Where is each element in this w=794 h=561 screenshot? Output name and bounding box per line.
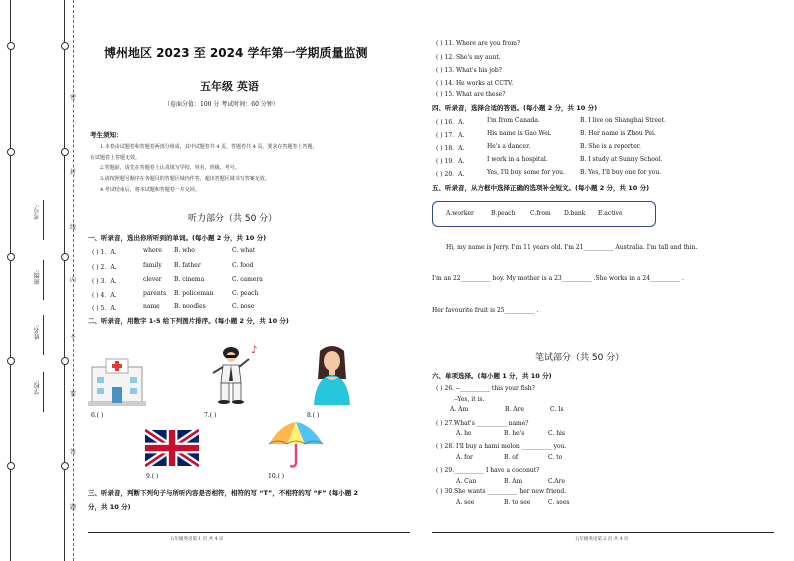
seal-char: 答 xyxy=(69,449,76,456)
picture-label-6[interactable]: 6.( ) xyxy=(91,412,104,419)
binding-hole xyxy=(7,462,15,470)
notice-item: 4.考试结束后，将本试题和答题卷一并交回。 xyxy=(100,187,200,193)
writing-heading: 笔试部分（共 50 分） xyxy=(535,353,625,363)
mc-options-30[interactable]: A. see B. to see C. sees xyxy=(456,499,570,506)
binding-hole xyxy=(7,42,15,50)
picture-label-10[interactable]: 10.( ) xyxy=(268,473,285,480)
answer-item-17[interactable]: ( ) 17．A. His name is Gao Wei. B. Her name is Zhou Pei. xyxy=(436,130,656,139)
seal-char: 线 xyxy=(69,224,76,231)
field-school-line[interactable] xyxy=(43,372,44,412)
binding-hole xyxy=(61,42,69,50)
passage-line-2: I'm an 22__________ boy. My mother is a 23__________ .She works in a 24__________ . xyxy=(432,275,684,282)
tf-item-11[interactable]: ( ) 11. Where are you from? xyxy=(436,40,521,47)
picture-label-9[interactable]: 9.( ) xyxy=(146,473,159,480)
binding-hole xyxy=(7,253,15,261)
question-row-2[interactable]: ( ) 2．A. family B. father C. food xyxy=(92,262,254,271)
field-class-label: 班级: xyxy=(34,270,41,285)
field-name-label: 姓名: xyxy=(34,325,41,340)
binding-hole xyxy=(61,253,69,261)
exam-subtitle: 五年级 英语 xyxy=(200,80,259,93)
notice-item: 1.本卷由试题卷和答题卷两部分组成，其中试题卷共 4 页，答题卷共 4 页。要求在答题卷上答题， xyxy=(100,144,318,150)
uk-flag-picture xyxy=(145,428,199,468)
seal-char: 内 xyxy=(69,277,76,284)
listening-heading: 听力部分（共 50 分） xyxy=(188,214,278,224)
section-3-heading-line2: 分，共 10 分) xyxy=(88,503,131,511)
word-option: C.from xyxy=(530,210,551,217)
notice-item: 在试题卷上答题无效。 xyxy=(90,155,141,161)
binding-hole xyxy=(61,357,69,365)
mc-question-26-sub: --Yes, it is. xyxy=(454,396,485,403)
mc-question-30[interactable]: ( ) 30.She wants __________ her new friend. xyxy=(436,488,567,495)
answer-item-18[interactable]: ( ) 18．A. He's a dancer. B. She is a reporter. xyxy=(436,143,641,152)
section-5-heading: 五、听录音，从方框中选择正确的选项补全短文。(每小题 2 分，共 10 分) xyxy=(432,184,650,192)
seal-char: 要 xyxy=(69,391,76,398)
mc-options-29[interactable]: A. Can B. Am C.Are xyxy=(456,478,566,485)
field-class-line[interactable] xyxy=(43,260,44,300)
picture-label-8[interactable]: 8.( ) xyxy=(307,412,320,419)
binding-hole xyxy=(7,148,15,156)
notice-item: 2.答题前，请先在答题卷上认真填写学校、姓名、班级、考号。 xyxy=(100,165,240,171)
binding-hole xyxy=(61,148,69,156)
mc-options-28[interactable]: A. for B. of C. to xyxy=(456,454,563,461)
question-row-3[interactable]: ( ) 3．A. clever B. cinema C. camera xyxy=(92,276,263,285)
left-footer-rule xyxy=(88,532,410,533)
exam-title: 博州地区 2023 至 2024 学年第一学期质量监测 xyxy=(104,46,368,60)
left-footer: 五年级英语第 1 页 共 4 页 xyxy=(170,537,224,542)
question-row-1[interactable]: ( ) 1．A. where B. who C. what xyxy=(92,247,256,256)
field-school-label: 学校: xyxy=(34,380,41,395)
mc-options-26[interactable]: A. Am B. Are C. Is xyxy=(450,406,564,413)
question-row-5[interactable]: ( ) 5．A. name B. noodles C. nose xyxy=(92,303,255,312)
right-footer: 五年级英语第 2 页 共 4 页 xyxy=(575,537,629,542)
mc-question-26[interactable]: ( ) 26. --__________ this your fish? xyxy=(436,385,535,392)
woman-picture xyxy=(310,343,354,405)
seal-char: 封 xyxy=(69,169,76,176)
answer-item-19[interactable]: ( ) 19．A. I work in a hospital. B. I study at Sunny School. xyxy=(436,156,663,165)
notice-item: 3.请按照题号顺序在各题目的答题区域内作答，超出答题区域书写答案无效。 xyxy=(100,176,270,182)
word-option: B.peach xyxy=(491,210,516,217)
mc-options-27[interactable]: A. he B. he's C. his xyxy=(456,430,566,437)
binding-hole xyxy=(61,462,69,470)
svg-text:♪: ♪ xyxy=(251,345,258,356)
tf-item-14[interactable]: ( ) 14. He works at CCTV. xyxy=(436,80,514,87)
singer-picture xyxy=(207,343,263,405)
exam-meta: （卷面分值：100 分 考试时间：60 分钟） xyxy=(164,101,279,108)
section-4-heading: 四、听录音，选择合适的答语。(每小题 2 分，共 10 分) xyxy=(432,104,598,112)
seal-char: 不 xyxy=(69,334,76,341)
binding-line-inner xyxy=(64,0,65,561)
question-row-4[interactable]: ( ) 4．A. parents B. policeman C. peach xyxy=(92,290,259,299)
field-name-line[interactable] xyxy=(43,315,44,355)
tf-item-13[interactable]: ( ) 13. What's his job? xyxy=(436,67,502,74)
passage-line-3: Her favourite fruit is 25__________ . xyxy=(432,307,539,314)
section-3-heading-line1: 三、听录音，判断下列句子与所听内容是否相符，相符的写 “T”，不相符的写 “F” (每小题 2 xyxy=(88,489,359,497)
passage-line-1: Hi, my name is Jerry. I'm 11 years old. I'm 21__________ Australia. I'm tall and thin. xyxy=(446,244,698,251)
tf-item-15[interactable]: ( ) 15. What are these? xyxy=(436,91,506,98)
mc-question-28[interactable]: ( ) 28. I'll buy a hami melon __________ you. xyxy=(436,443,567,450)
umbrella-picture xyxy=(265,418,327,470)
section-1-heading: 一、听录音，选出你所听到的单词。(每小题 2 分，共 10 分) xyxy=(88,234,267,242)
field-exam-number-line[interactable] xyxy=(43,200,44,240)
mc-question-27[interactable]: ( ) 27.What's __________ name? xyxy=(436,420,529,427)
field-exam-number-label: 考号: xyxy=(34,205,41,220)
word-option: D.bank xyxy=(564,210,586,217)
tf-item-12[interactable]: ( ) 12. She's my aunt. xyxy=(436,54,501,61)
hospital-picture xyxy=(88,355,146,407)
seal-char: 题 xyxy=(69,504,76,511)
binding-line-outer xyxy=(10,0,11,561)
binding-hole xyxy=(7,357,15,365)
right-footer-rule xyxy=(432,532,774,533)
answer-item-20[interactable]: ( ) 20．A. Yes, I'll buy some for you. B. Yes, I'll buy one for you. xyxy=(436,169,662,178)
picture-label-7[interactable]: 7.( ) xyxy=(204,412,217,419)
answer-item-16[interactable]: ( ) 16．A. I'm from Canada. B. I live on Shanghai Street. xyxy=(436,117,666,126)
word-option: E.active xyxy=(598,210,623,217)
word-option: A.worker xyxy=(446,210,474,217)
notice-heading: 考生须知： xyxy=(90,131,123,139)
mc-question-29[interactable]: ( ) 29.__________ I have a coconut? xyxy=(436,467,540,474)
section-2-heading: 二、听录音，用数字 1-5 给下列图片排序。(每小题 2 分，共 10 分) xyxy=(88,317,289,325)
section-6-heading: 六、单项选择。(每小题 1 分，共 10 分) xyxy=(432,372,552,380)
seal-char: 密 xyxy=(69,94,76,101)
